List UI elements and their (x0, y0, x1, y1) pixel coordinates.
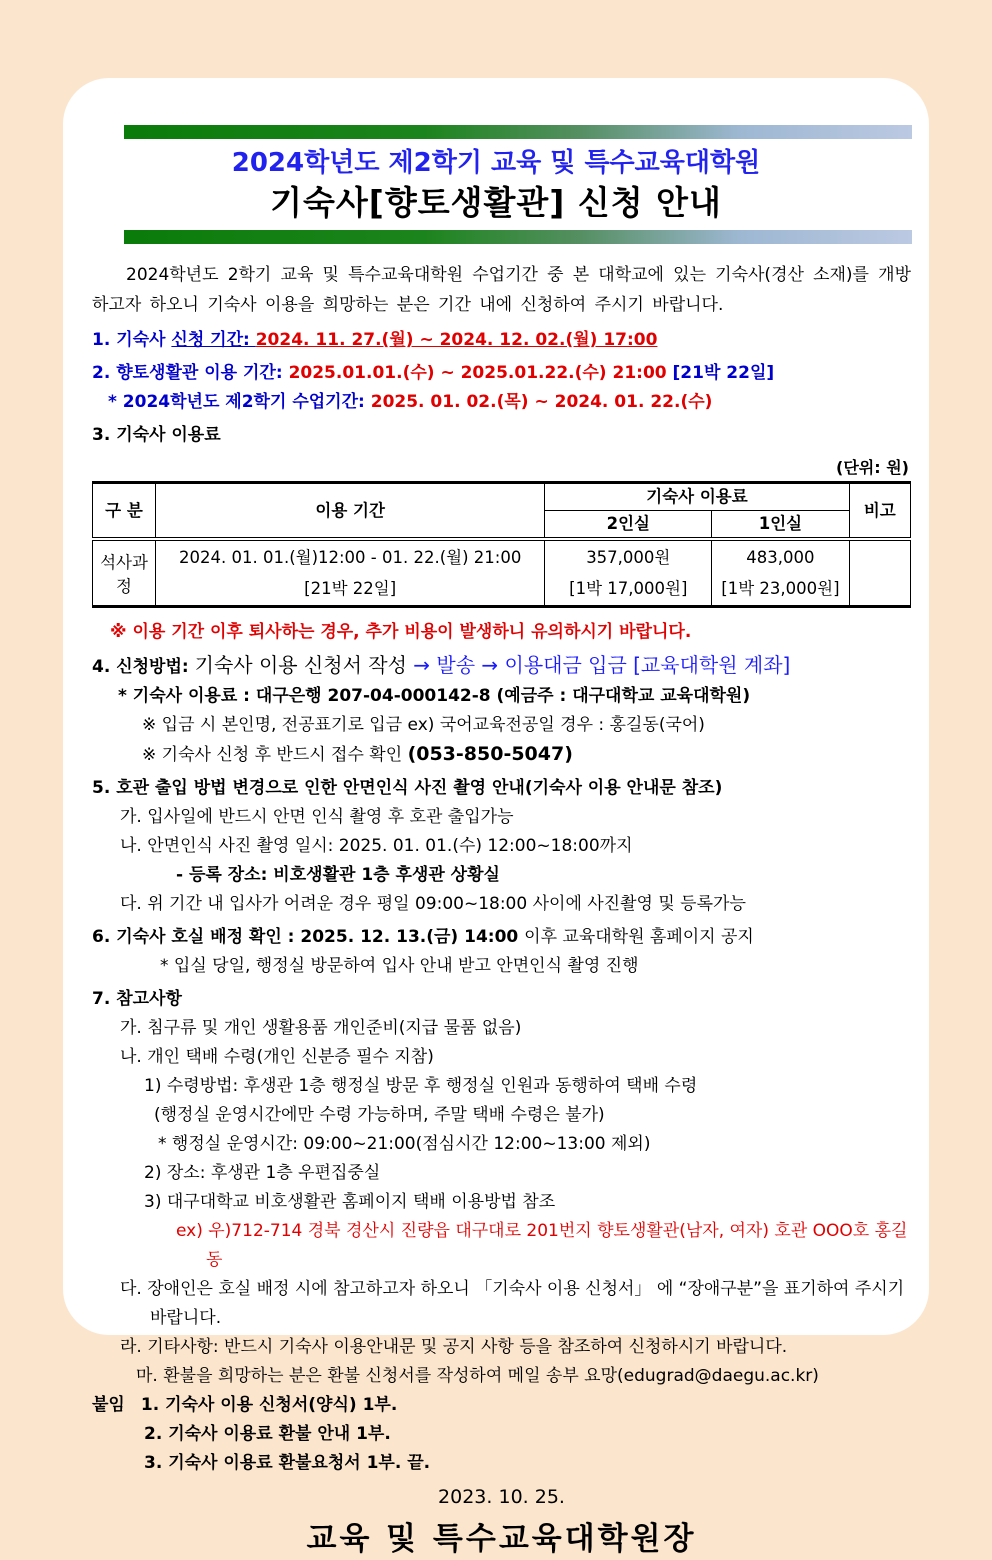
section5-title: 5. 호관 출입 방법 변경으로 인한 안면인식 사진 촬영 안내(기숙사 이용 안내문 참조) (92, 778, 723, 798)
section7-title: 7. 참고사항 (92, 989, 182, 1009)
cell-twin-fee-per-night: [1박 17,000원] (569, 579, 688, 598)
header-top-bar (124, 125, 912, 139)
section4-step-blue: → 발송 → 이용대금 입금 [교육대학원 계좌] (413, 653, 791, 677)
cell-period (155, 539, 544, 607)
notice-card (63, 78, 929, 1557)
cell-twin-fee (545, 539, 712, 607)
section5-registration-place: - 등록 장소: 비호생활관 1층 후생관 상황실 (176, 865, 500, 885)
section1-dates: 2024. 11. 27.(월) ~ 2024. 12. 02.(월) 17:00 (255, 330, 658, 350)
signature-dean: 교육 및 특수교육대학원장 (306, 1521, 697, 1557)
section4-confirm-text: ※ 기숙사 신청 후 반드시 접수 확인 (142, 745, 408, 765)
section7-office-hours: * 행정실 운영시간: 09:00~21:00(점심시간 12:00~13:00 제외) (158, 1134, 651, 1154)
section7-item-na: 나. 개인 택배 수령(개인 신분증 필수 지참) (120, 1047, 434, 1067)
col-header-single-room: 1인실 (712, 511, 849, 540)
page-title: 기숙사[향토생활관] 신청 안내 (270, 183, 722, 222)
section4-label: 4. 신청방법: (92, 657, 195, 677)
section2-dates: 2025.01.01.(수) ~ 2025.01.22.(수) 21:00 (288, 363, 673, 383)
section6-rest-part: 이후 교육대학원 홈페이지 공지 (524, 927, 754, 947)
cell-twin-fee-total: 357,000원 (586, 548, 671, 567)
cell-note (849, 539, 910, 607)
section2-sub-label: * 2024학년도 제2학기 수업기간: (108, 392, 371, 412)
section1-label: 신청 기간: (171, 330, 256, 350)
cell-period-line2: [21박 22일] (304, 579, 397, 598)
col-header-fee-group: 기숙사 이용료 (545, 483, 849, 511)
section7-delivery-method: 1) 수령방법: 후생관 1층 행정실 방문 후 행정실 인원과 동행하여 택배 수령 (144, 1076, 698, 1096)
section5-item-ga: 가. 입사일에 반드시 안면 인식 촬영 후 호관 출입가능 (120, 807, 514, 827)
section5-item-na: 나. 안면인식 사진 촬영 일시: 2025. 01. 01.(수) 12:00~18:00까지 (120, 836, 633, 856)
section1-prefix: 1. 기숙사 (92, 330, 172, 350)
col-header-twin-room: 2인실 (545, 511, 712, 540)
header-subtitle: 2024학년도 제2학기 교육 및 특수교육대학원 (231, 148, 761, 178)
attachment-line-1 (92, 1391, 911, 1420)
section7-item-ga: 가. 침구류 및 개인 생활용품 개인준비(지급 물품 없음) (120, 1018, 522, 1038)
col-header-period: 이용 기간 (155, 483, 544, 540)
attachment-item-1: 1. 기숙사 이용 신청서(양식) 1부. (140, 1395, 398, 1415)
section2-class-period (108, 388, 911, 417)
intro-paragraph: 2024학년도 2학기 교육 및 특수교육대학원 수업기간 중 본 대학교에 있는 기숙사(경산 소재)를 개방하고자 하오니 기숙사 이용을 희망하는 분은 기간 내에 신청하여 주시기 바랍니다. (92, 265, 911, 315)
section4-deposit-note: ※ 입금 시 본인명, 전공표기로 입금 ex) 국어교육전공일 경우 : 홍길동(국어) (142, 715, 705, 735)
fee-table (92, 481, 911, 608)
section7-address-example: ex) 우)712-714 경북 경산시 진량읍 대구대로 201번지 향토생활관(남자, 여자) 호관 OOO호 홍길동 (176, 1221, 908, 1270)
cell-category: 석사과정 (93, 539, 156, 607)
section7-item-ra: 라. 기타사항: 반드시 기숙사 이용안내문 및 공지 사항 등을 참조하여 신청하시기 바랍니다. (120, 1337, 788, 1357)
section1-application-period (92, 326, 911, 355)
section5-item-da: 다. 위 기간 내 입사가 어려운 경우 평일 09:00~18:00 사이에 사진촬영 및 등록가능 (120, 894, 746, 914)
col-header-category: 구 분 (93, 483, 156, 540)
attachment-item-2: 2. 기숙사 이용료 환불 안내 1부. (144, 1424, 391, 1444)
header (63, 125, 929, 244)
notice-body (63, 244, 929, 1560)
section2-nights: [21박 22일] (672, 363, 775, 383)
section4-phone-number: (053-850-5047) (407, 743, 573, 765)
section7-item-ma: 마. 환불을 희망하는 분은 환불 신청서를 작성하여 메일 송부 요망(edugrad@daegu.ac.kr) (136, 1366, 819, 1386)
section4-step-plain: 기숙사 이용 신청서 작성 (194, 653, 414, 677)
section6-sub-note: * 입실 당일, 행정실 방문하여 입사 안내 받고 안면인식 촬영 진행 (160, 956, 639, 976)
section2-usage-period (92, 359, 911, 388)
document-date: 2023. 10. 25. (438, 1486, 565, 1508)
section4-confirm-note (142, 740, 911, 770)
extra-fee-warning: ※ 이용 기간 이후 퇴사하는 경우, 추가 비용이 발생하니 유의하시기 바랍니다. (110, 622, 692, 642)
cell-single-fee (712, 539, 849, 607)
attachment-label: 붙임 (92, 1395, 125, 1415)
cell-single-fee-total: 483,000 (746, 548, 815, 567)
section7-delivery-restriction: (행정실 운영시간에만 수령 가능하며, 주말 택배 수령은 불가) (154, 1105, 605, 1125)
section6-bold-part: 6. 기숙사 호실 배정 확인 : 2025. 12. 13.(금) 14:00 (92, 927, 525, 947)
section2-sub-dates: 2025. 01. 02.(목) ~ 2024. 01. 22.(수) (370, 392, 713, 412)
section3-title: 3. 기숙사 이용료 (92, 425, 221, 445)
header-bottom-bar (124, 230, 912, 244)
fee-table-data-row (93, 539, 911, 607)
col-header-note: 비고 (849, 483, 910, 540)
cell-period-line1: 2024. 01. 01.(월)12:00 - 01. 22.(월) 21:00 (178, 548, 522, 567)
section6-room-assignment (92, 923, 911, 952)
section7-delivery-place: 2) 장소: 후생관 1층 우편집중실 (144, 1163, 381, 1183)
section7-item-da: 다. 장애인은 호실 배정 시에 참고하고자 하오니 「기숙사 이용 신청서」 에 “장애구분”을 표기하여 주시기 바랍니다. (120, 1279, 905, 1328)
attachment-item-3: 3. 기숙사 이용료 환불요청서 1부. 끝. (144, 1453, 431, 1473)
section4-application-method (92, 651, 911, 682)
fee-table-header-row-1 (93, 483, 911, 511)
section7-homepage-reference: 3) 대구대학교 비호생활관 홈페이지 택배 이용방법 참조 (144, 1192, 556, 1212)
section2-label: 2. 향토생활관 이용 기간: (92, 363, 289, 383)
table-unit-label: (단위: 원) (836, 458, 909, 477)
cell-single-fee-per-night: [1박 23,000원] (721, 579, 840, 598)
section4-bank-account: * 기숙사 이용료 : 대구은행 207-04-000142-8 (예금주 : 대구대학교 교육대학원) (118, 686, 751, 706)
